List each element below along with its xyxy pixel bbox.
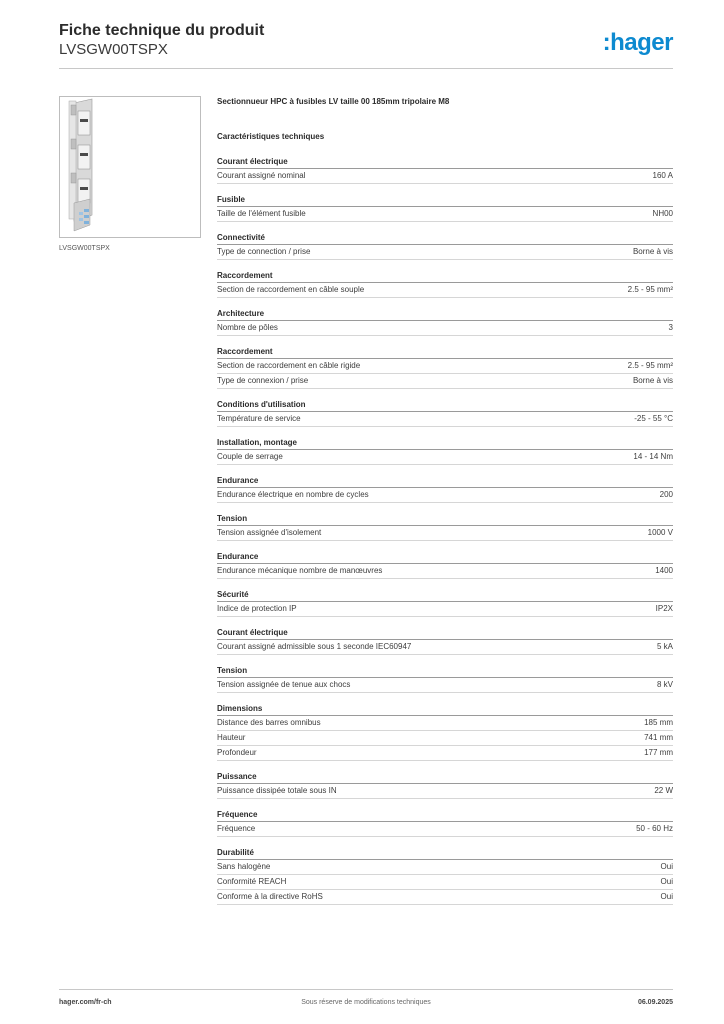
spec-label: Hauteur <box>217 733 246 742</box>
spec-row <box>217 374 673 389</box>
spec-row <box>217 640 673 655</box>
product-name: Sectionnueur HPC à fusibles LV taille 00 185mm tripolaire M8 <box>217 97 450 106</box>
product-image-caption: LVSGW00TSPX <box>59 245 110 252</box>
spec-label: Courant assigné nominal <box>217 171 306 180</box>
spec-value: 2.5 - 95 mm² <box>627 361 673 370</box>
spec-value: 2.5 - 95 mm² <box>627 285 673 294</box>
spec-row <box>217 412 673 427</box>
spec-label: Section de raccordement en câble souple <box>217 285 365 294</box>
spec-section <box>217 345 673 389</box>
spec-row <box>217 245 673 260</box>
spec-value: 741 mm <box>644 733 673 742</box>
spec-sections <box>217 155 673 905</box>
spec-row <box>217 450 673 465</box>
spec-value: 1000 V <box>647 528 673 537</box>
spec-row <box>217 207 673 222</box>
spec-row <box>217 890 673 905</box>
spec-section-title: Raccordement <box>217 345 673 359</box>
spec-section-title: Endurance <box>217 474 673 488</box>
spec-row <box>217 321 673 336</box>
spec-label: Distance des barres omnibus <box>217 718 321 727</box>
spec-value: 160 A <box>652 171 673 180</box>
hager-logo: :hager <box>602 29 673 56</box>
spec-section-title: Installation, montage <box>217 436 673 450</box>
spec-value: Borne à vis <box>632 376 673 385</box>
product-reference: LVSGW00TSPX <box>59 41 168 58</box>
spec-value: Oui <box>660 877 673 886</box>
spec-row <box>217 822 673 837</box>
spec-section-title: Conditions d'utilisation <box>217 398 673 412</box>
page-header <box>59 22 673 70</box>
spec-section-title: Tension <box>217 664 673 678</box>
spec-section <box>217 474 673 503</box>
spec-label: Indice de protection IP <box>217 604 297 613</box>
spec-section <box>217 512 673 541</box>
header-divider <box>59 68 673 69</box>
spec-label: Taille de l'élément fusible <box>217 209 306 218</box>
spec-value: 14 - 14 Nm <box>633 452 673 461</box>
spec-section <box>217 231 673 260</box>
spec-label: Nombre de pôles <box>217 323 278 332</box>
spec-value: NH00 <box>652 209 673 218</box>
spec-row <box>217 716 673 731</box>
spec-row <box>217 488 673 503</box>
spec-label: Fréquence <box>217 824 256 833</box>
spec-section <box>217 626 673 655</box>
spec-section-title: Endurance <box>217 550 673 564</box>
spec-value: Oui <box>660 862 673 871</box>
spec-label: Puissance dissipée totale sous IN <box>217 786 337 795</box>
specs-heading: Caractéristiques techniques <box>217 132 325 141</box>
spec-value: Oui <box>660 892 673 901</box>
spec-row <box>217 564 673 579</box>
product-image <box>59 96 201 238</box>
spec-label: Type de connection / prise <box>217 247 311 256</box>
spec-row <box>217 746 673 761</box>
spec-row <box>217 602 673 617</box>
spec-section <box>217 269 673 298</box>
page-footer <box>59 999 673 1009</box>
spec-label: Tension assignée d'isolement <box>217 528 322 537</box>
spec-row <box>217 860 673 875</box>
spec-label: Tension assignée de tenue aux chocs <box>217 680 351 689</box>
spec-section-title: Courant électrique <box>217 155 673 169</box>
spec-label: Courant assigné admissible sous 1 seconde IEC60947 <box>217 642 412 651</box>
spec-section <box>217 398 673 427</box>
spec-value: 177 mm <box>644 748 673 757</box>
spec-section <box>217 550 673 579</box>
spec-row <box>217 169 673 184</box>
footer-date: 06.09.2025 <box>637 999 673 1006</box>
spec-section-title: Raccordement <box>217 269 673 283</box>
fuse-switch-disconnector-illustration <box>60 97 200 237</box>
spec-section <box>217 770 673 799</box>
spec-section <box>217 846 673 905</box>
spec-section <box>217 193 673 222</box>
spec-section-title: Tension <box>217 512 673 526</box>
spec-value: 22 W <box>654 786 673 795</box>
footer-disclaimer: Sous réserve de modifications techniques <box>301 999 431 1006</box>
spec-section <box>217 664 673 693</box>
spec-row <box>217 784 673 799</box>
spec-label: Conformité REACH <box>217 877 287 886</box>
spec-value: -25 - 55 °C <box>634 414 673 423</box>
spec-section-title: Connectivité <box>217 231 673 245</box>
spec-value: 8 kV <box>656 680 673 689</box>
spec-value: 200 <box>659 490 673 499</box>
spec-row <box>217 678 673 693</box>
spec-row <box>217 731 673 746</box>
spec-section <box>217 808 673 837</box>
spec-section-title: Dimensions <box>217 702 673 716</box>
spec-label: Couple de serrage <box>217 452 283 461</box>
spec-section-title: Durabilité <box>217 846 673 860</box>
spec-row <box>217 875 673 890</box>
spec-row <box>217 283 673 298</box>
spec-value: 3 <box>668 323 673 332</box>
spec-label: Type de connexion / prise <box>217 376 309 385</box>
spec-section-title: Sécurité <box>217 588 673 602</box>
spec-section <box>217 436 673 465</box>
spec-value: 50 - 60 Hz <box>636 824 673 833</box>
spec-section-title: Puissance <box>217 770 673 784</box>
spec-section-title: Fusible <box>217 193 673 207</box>
document-title: Fiche technique du produit <box>59 22 265 39</box>
spec-row <box>217 359 673 374</box>
spec-value: IP2X <box>655 604 673 613</box>
footer-divider <box>59 989 673 990</box>
spec-section <box>217 702 673 761</box>
spec-label: Conforme à la directive RoHS <box>217 892 323 901</box>
spec-section-title: Fréquence <box>217 808 673 822</box>
spec-section <box>217 307 673 336</box>
spec-label: Endurance mécanique nombre de manœuvres <box>217 566 383 575</box>
spec-section-title: Architecture <box>217 307 673 321</box>
spec-content <box>217 95 673 914</box>
spec-section <box>217 155 673 184</box>
spec-label: Sans halogène <box>217 862 271 871</box>
spec-label: Température de service <box>217 414 301 423</box>
footer-website-link[interactable]: hager.com/fr-ch <box>59 999 112 1006</box>
spec-section <box>217 588 673 617</box>
spec-value: Borne à vis <box>632 247 673 256</box>
spec-row <box>217 526 673 541</box>
spec-section-title: Courant électrique <box>217 626 673 640</box>
spec-label: Endurance électrique en nombre de cycles <box>217 490 369 499</box>
spec-value: 185 mm <box>644 718 673 727</box>
spec-value: 5 kA <box>656 642 673 651</box>
spec-value: 1400 <box>655 566 673 575</box>
spec-label: Profondeur <box>217 748 257 757</box>
spec-label: Section de raccordement en câble rigide <box>217 361 361 370</box>
